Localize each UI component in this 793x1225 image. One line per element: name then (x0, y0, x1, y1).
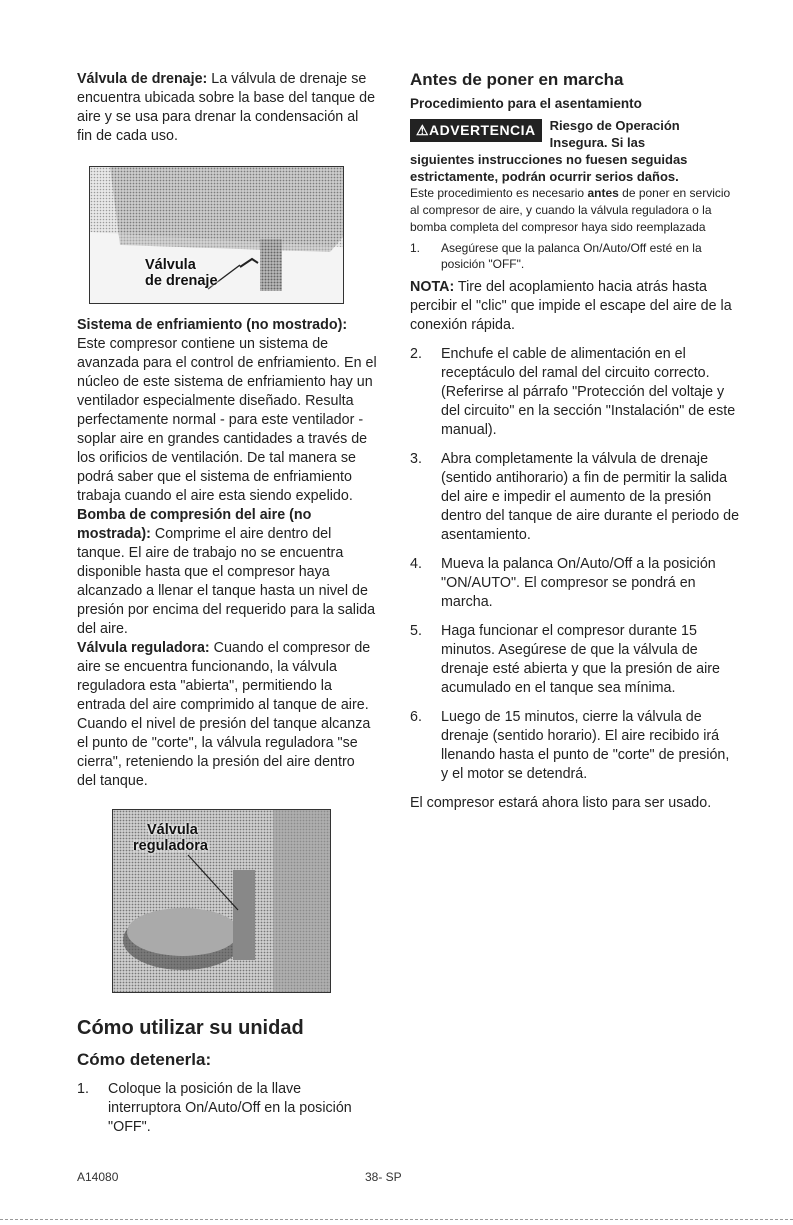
pump-paragraph: Bomba de compresión del aire (no mostrada): Comprime el aire dentro del tanque. El aire de trabajo no se encuentra disponible hasta que el compresor haya alcanzado a llenar el tanque hasta un nivel de presión por encima del requerido para la salida del aire. (77, 507, 376, 637)
list-item: 4. Mueva la palanca On/Auto/Off a la posición "ON/AUTO". El compresor se pondrá en marcha. (410, 556, 716, 610)
how-to-use-title: Cómo utilizar su unidad (77, 1017, 304, 1039)
drain-valve-label: Válvula de drenaje: (77, 71, 208, 87)
drain-valve-paragraph: Válvula de drenaje: La válvula de drenaje se encuentra ubicada sobre la base del tanque de aire y se usa para drenar la condensación al fin de cada uso. (77, 71, 376, 144)
how-to-use-section (77, 1017, 377, 1137)
intro-paragraph: Este procedimiento es necesario antes de poner en servicio al compresor de aire, y cuando la válvula reguladora o la bomba completa del compresor haya sido reemplazada (410, 186, 731, 234)
check-valve-caption: Válvula reguladora (133, 822, 208, 854)
list-item: 3. Abra completamente la válvula de drenaje (sentido antihorario) a fin de permitir la salida del aire e impedir el aumento de la presión dentro del tanque de aire durante el periodo de asentamiento. (410, 451, 740, 543)
section-subtitle: Procedimiento para el asentamiento (410, 96, 642, 111)
list-item: 6. Luego de 15 minutos, cierre la válvula de drenaje (sentido horario). El aire recibido irá llenando hasta el punto de "corte" de presión, y el motor se detendrá. (410, 709, 730, 782)
list-item: 5. Haga funcionar el compresor durante 15 minutos. Asegúrese de que la válvula de drenaje esté abierta y que la presión de aire acumulado en el tanque sea mínima. (410, 623, 720, 696)
list-item: 2. Enchufe el cable de alimentación en el receptáculo del ramal del circuito correcto. (Referirse al párrafo "Protección del voltaje y del circuito" en la sección "Instalación" de este manual). (410, 346, 736, 438)
closing-paragraph: El compresor estará ahora listo para ser usado. (410, 795, 712, 811)
check-valve-paragraph: Válvula reguladora: Cuando el compresor de aire se encuentra funcionando, la válvula reguladora esta "abierta", permitiendo la entrada del aire comprimido al tanque de aire. Cuando el nivel de presión del tanque alcanza el punto de "corte", la válvula reguladora "se cierra", reteniendo la presión del aire dentro del tanque. (77, 640, 371, 789)
document-code: A14080 (77, 1170, 119, 1184)
steps-list (410, 345, 740, 784)
warning-block (410, 117, 740, 151)
page-number: 38- SP (365, 1170, 402, 1184)
note-label: NOTA: (410, 279, 455, 295)
cooling-system-paragraph: Sistema de enfriamiento (no mostrado): Este compresor contiene un sistema de avanzada para el control de enfriamiento. En el núcleo de este sistema de enfriamiento hay un ventilador especialmente diseñado. Resulta perfectamente normal - para este ventilador - soplar aire en grandes cantidades a través de los orificios de ventilación. De tal manera se podrá saber que el sistema de enfriamiento trabaja cuando el aire esta siendo expelido. (77, 317, 377, 504)
warning-heading: Riesgo de Operación Insegura. Si las (549, 118, 680, 150)
warning-badge: ⚠ADVERTENCIA (410, 119, 542, 142)
check-valve-label: Válvula reguladora: (77, 640, 210, 656)
note-paragraph: NOTA: Tire del acoplamiento hacia atrás hasta percibir el "clic" que impide el escape del aire de la conexión rápida. (410, 279, 732, 333)
how-to-stop-subtitle: Cómo detenerla: (77, 1050, 212, 1069)
cooling-system-label: Sistema de enfriamiento (no mostrado): (77, 317, 348, 333)
pump-label: Bomba de compresión del aire (no mostrada): (77, 507, 312, 542)
check-valve-figure (112, 809, 331, 993)
right-column (410, 70, 740, 813)
section-title: Antes de poner en marcha (410, 70, 624, 89)
drain-valve-caption: Válvula de drenaje (145, 257, 218, 289)
drain-valve-figure (89, 166, 344, 304)
left-column (77, 70, 377, 993)
list-item: 1. Coloque la posición de la llave interruptora On/Auto/Off en la posición "OFF". (77, 1081, 352, 1135)
bottom-divider (0, 1219, 793, 1220)
list-item: 1. Asegúrese que la palanca On/Auto/Off esté en la posición "OFF". (410, 241, 702, 271)
warning-text: siguientes instrucciones no fuesen seguidas estrictamente, podrán ocurrir serios daños. (410, 152, 688, 184)
